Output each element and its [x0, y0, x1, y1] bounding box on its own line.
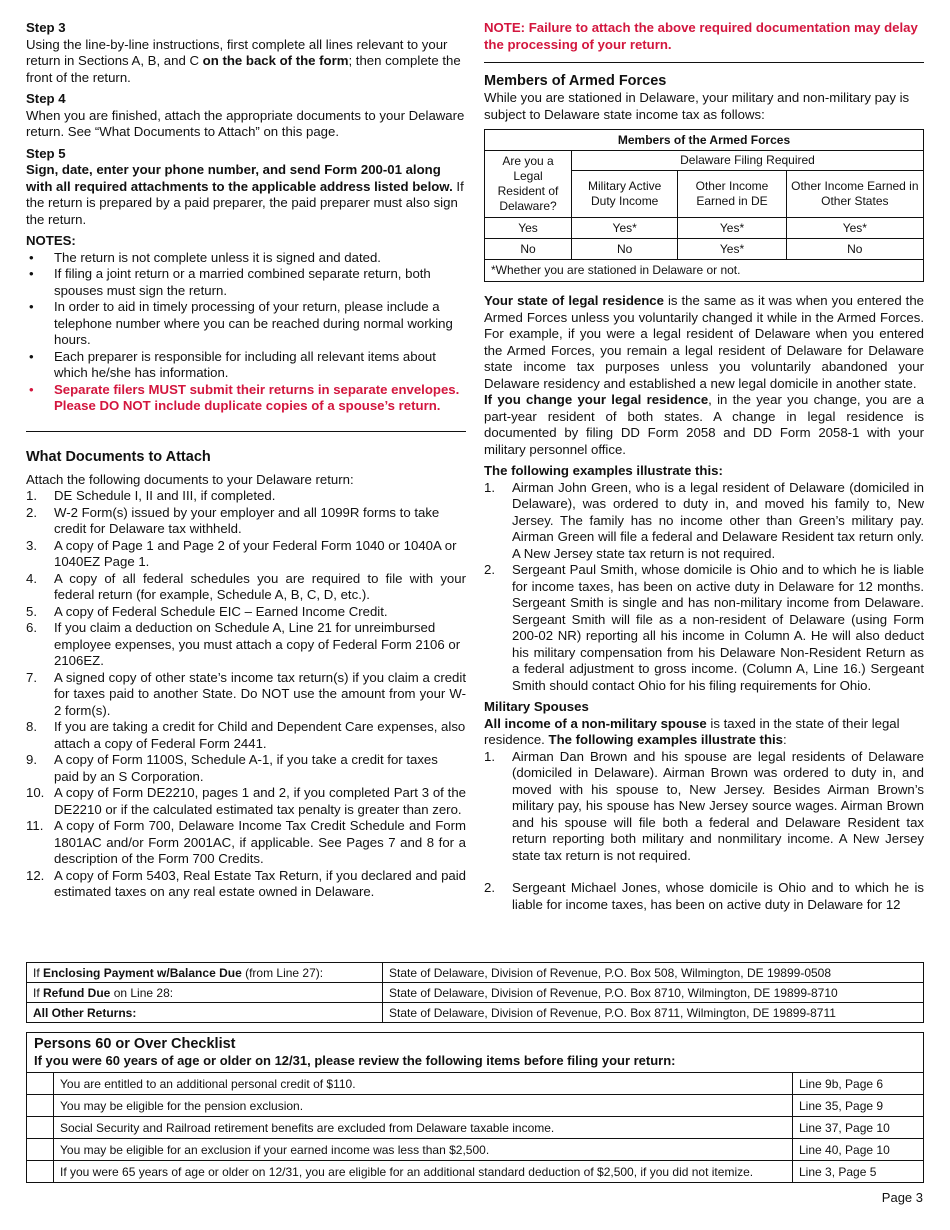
table-row: If Refund Due on Line 28: State of Delaware, Division of Revenue, P.O. Box 8710, Wilmington, DE 19899-8710: [27, 983, 924, 1003]
step3-text: Using the line-by-line instructions, first complete all lines relevant to your return in Sections A, B, and C on the back of the form; then complete the front of the return.: [26, 36, 461, 85]
checklist-row: Social Security and Railroad retirement benefits are excluded from Delaware taxable income. Line 37, Page 10: [27, 1117, 923, 1139]
table-header-resident: Are you a Legal Resident of Delaware?: [485, 151, 572, 218]
doc-item: 11. A copy of Form 700, Delaware Income Tax Credit Schedule and Form 1801AC and/or Form 2001AC, if applicable. See Pages 7 and 8 for a description of the Form 700 Credits.: [26, 818, 466, 866]
checklist-row: You may be eligible for an exclusion if your earned income was less than $2,500. Line 40, Page 10: [27, 1139, 923, 1161]
examples-list: [484, 480, 924, 695]
docs-intro: Attach the following documents to your Delaware return:: [26, 471, 354, 487]
notes-list: [26, 250, 466, 415]
doc-item: 4. A copy of all federal schedules you are required to file with your federal return (for example, Schedule A, B, C, D, etc.).: [26, 570, 466, 602]
table-row: If Enclosing Payment w/Balance Due (from Line 27): State of Delaware, Division of Revenue, P.O. Box 508, Wilmington, DE 19899-0508: [27, 963, 924, 983]
note-item-warning: • Separate filers MUST submit their returns in separate envelopes. Please DO NOT include duplicate copies of a spouse’s return.: [26, 382, 466, 415]
military-spouses-heading: Military Spouses: [484, 699, 589, 714]
example-item: 2. Sergeant Paul Smith, whose domicile is Ohio and to which he is liable for income taxes, has been on active duty in Delaware for 12 months. Sergeant Smith is single and has non-military income from Delaware. Sergeant Smith will file as a non-resident of Delaware (using Form 200-02 NR) reporting all his income in Column A. He will also deduct his military compensation from his Delaware Non-Resident Return as a federal adjustment to gross income. (Column A, Line 16.) Sergeant Smith should contact Ohio for his filing requirements for Ohio.: [484, 562, 924, 693]
page-number: Page 3: [881, 1190, 923, 1205]
doc-item: 6. If you claim a deduction on Schedule A, Line 21 for unreimbursed employee expenses, you must attach a copy of Federal Form 2106 or 2106EZ.: [26, 620, 461, 668]
checklist-row: You are entitled to an additional personal credit of $110. Line 9b, Page 6: [27, 1073, 923, 1095]
docs-list: [26, 488, 466, 901]
left-column: [26, 20, 466, 901]
doc-item: 7. A signed copy of other state’s income tax return(s) if you claim a credit for taxes paid to another State. Do NOT use the amount from your W-2 form(s).: [26, 669, 466, 718]
armed-forces-table: [484, 129, 924, 282]
table-header: Military Active Duty Income: [572, 171, 678, 218]
note-item: • If filing a joint return or a married combined separate return, both spouses must sign the return.: [26, 266, 466, 299]
doc-item: 8. If you are taking a credit for Child and Dependent Care expenses, also attach a copy of Federal Form 2441.: [26, 719, 466, 751]
doc-item: 3. A copy of Page 1 and Page 2 of your Federal Form 1040 or 1040A or 1040EZ Page 1.: [26, 537, 457, 569]
table-header: Other Income Earned in Other States: [786, 171, 923, 218]
docs-heading: What Documents to Attach: [26, 448, 211, 465]
examples-heading: The following examples illustrate this:: [484, 463, 723, 478]
doc-item: 5. A copy of Federal Schedule EIC – Earned Income Credit.: [26, 603, 388, 619]
checklist-title: Persons 60 or Over Checklist: [34, 1036, 236, 1052]
checkbox[interactable]: [27, 1161, 54, 1183]
military-spouses-text: All income of a non-military spouse is taxed in the state of their legal residence. The following examples illustrate this:: [484, 715, 900, 747]
note-item: • In order to aid in timely processing of your return, please include a telephone number where you can be reached during normal working hours.: [26, 299, 466, 349]
table-footnote: *Whether you are stationed in Delaware or not.: [485, 260, 924, 282]
step4-text: When you are finished, attach the appropriate documents to your Delaware return. See “What Documents to Attach” on this page.: [26, 107, 465, 139]
example-item: 1. Airman John Green, who is a legal resident of Delaware (domiciled in Delaware), was ordered to duty in, and moved his family to, New Jersey. The family has no income other than Green’s military pay. Airman Green will file a federal and Delaware Resident tax return only. A New Jersey state tax return is not required.: [484, 479, 924, 561]
table-row: No No Yes* No: [485, 239, 924, 260]
doc-item: 9. A copy of Form 1100S, Schedule A-1, if you take a credit for taxes paid by an S Corporation.: [26, 752, 438, 784]
checkbox[interactable]: [27, 1139, 54, 1161]
checkbox[interactable]: [27, 1073, 54, 1095]
step3-heading: Step 3: [26, 20, 66, 35]
armed-forces-intro: While you are stationed in Delaware, your military and non-military pay is subject to Delaware state income tax as follows:: [484, 90, 910, 122]
note-item: • The return is not complete unless it is signed and dated.: [26, 250, 466, 267]
checklist-subtitle: If you were 60 years of age or older on 12/31, please review the following items before filing your return:: [34, 1053, 676, 1068]
senior-checklist: [26, 1032, 924, 1183]
table-header: Other Income Earned in DE: [678, 171, 786, 218]
doc-item: 1. DE Schedule I, II and III, if completed.: [26, 488, 276, 503]
example-item: 2. Sergeant Michael Jones, whose domicile is Ohio and to which he is liable for income taxes, has been on active duty in Delaware for 12: [484, 880, 924, 912]
checkbox[interactable]: [27, 1095, 54, 1117]
example-item: 1. Airman Dan Brown and his spouse are legal residents of Delaware (domiciled in Delaware). Airman Brown was ordered to duty in, and moved with his spouse to, New Jersey. Besides Airman Brown’s military pay, his spouse has New Jersey source wages. Airman Brown and his spouse will file both a federal and Delaware Resident tax return reporting both military and nonmilitary income. A New Jersey state tax return is not required.: [484, 748, 924, 863]
checklist-row: You may be eligible for the pension exclusion. Line 35, Page 9: [27, 1095, 923, 1117]
spouse-examples-list: [484, 749, 924, 914]
doc-item: 12. A copy of Form 5403, Real Estate Tax Return, if you declared and paid estimated taxes on any real estate owned in Delaware.: [26, 867, 466, 899]
checklist-table: [27, 1072, 923, 1182]
attachment-warning: NOTE: Failure to attach the above required documentation may delay the processing of your return.: [484, 20, 918, 52]
checkbox[interactable]: [27, 1117, 54, 1139]
step5-text: Sign, date, enter your phone number, and send Form 200-01 along with all required attachments to the applicable address listed below. If the return is prepared by a paid preparer, the paid preparer must also sign the return.: [26, 162, 464, 227]
right-column: [484, 20, 924, 913]
table-title: Members of the Armed Forces: [485, 130, 924, 151]
mailing-address-table: [26, 962, 924, 1023]
doc-item: 2. W-2 Form(s) issued by your employer and all 1099R forms to take credit for Delaware tax withheld.: [26, 504, 440, 536]
note-item: • Each preparer is responsible for including all relevant items about which he/she has information.: [26, 349, 466, 382]
armed-forces-heading: Members of Armed Forces: [484, 73, 667, 89]
table-group-header: Delaware Filing Required: [572, 151, 924, 171]
table-row: All Other Returns: State of Delaware, Division of Revenue, P.O. Box 8711, Wilmington, DE 19899-8711: [27, 1003, 924, 1023]
table-row: Yes Yes* Yes* Yes*: [485, 218, 924, 239]
legal-residence-text: Your state of legal residence is the same as it was when you entered the Armed Forces unless you voluntarily changed it while in the Armed Forces. For example, if you were a legal resident of Delaware when you entered the Armed Forces, you remain a legal resident of Delaware for Delaware state income tax purposes unless you voluntarily abandoned your Delaware residency and established a new legal domicile in another state.: [484, 293, 924, 391]
change-residence-text: If you change your legal residence, in the year you change, you are a part-year resident of both states. A change in legal residence is documented by filing DD Form 2058 and DD Form 2058-1 with your military personnel office.: [484, 392, 924, 457]
doc-item: 10. A copy of Form DE2210, pages 1 and 2, if you completed Part 3 of the DE2210 or if the calculated estimated tax penalty is greater than zero.: [26, 785, 466, 817]
notes-heading: NOTES:: [26, 233, 76, 248]
step5-heading: Step 5: [26, 145, 66, 161]
checklist-row: If you were 65 years of age or older on 12/31, you are eligible for an additional standard deduction of $2,500, if you did not itemize. Line 3, Page 5: [27, 1161, 923, 1183]
step4-heading: Step 4: [26, 91, 66, 106]
